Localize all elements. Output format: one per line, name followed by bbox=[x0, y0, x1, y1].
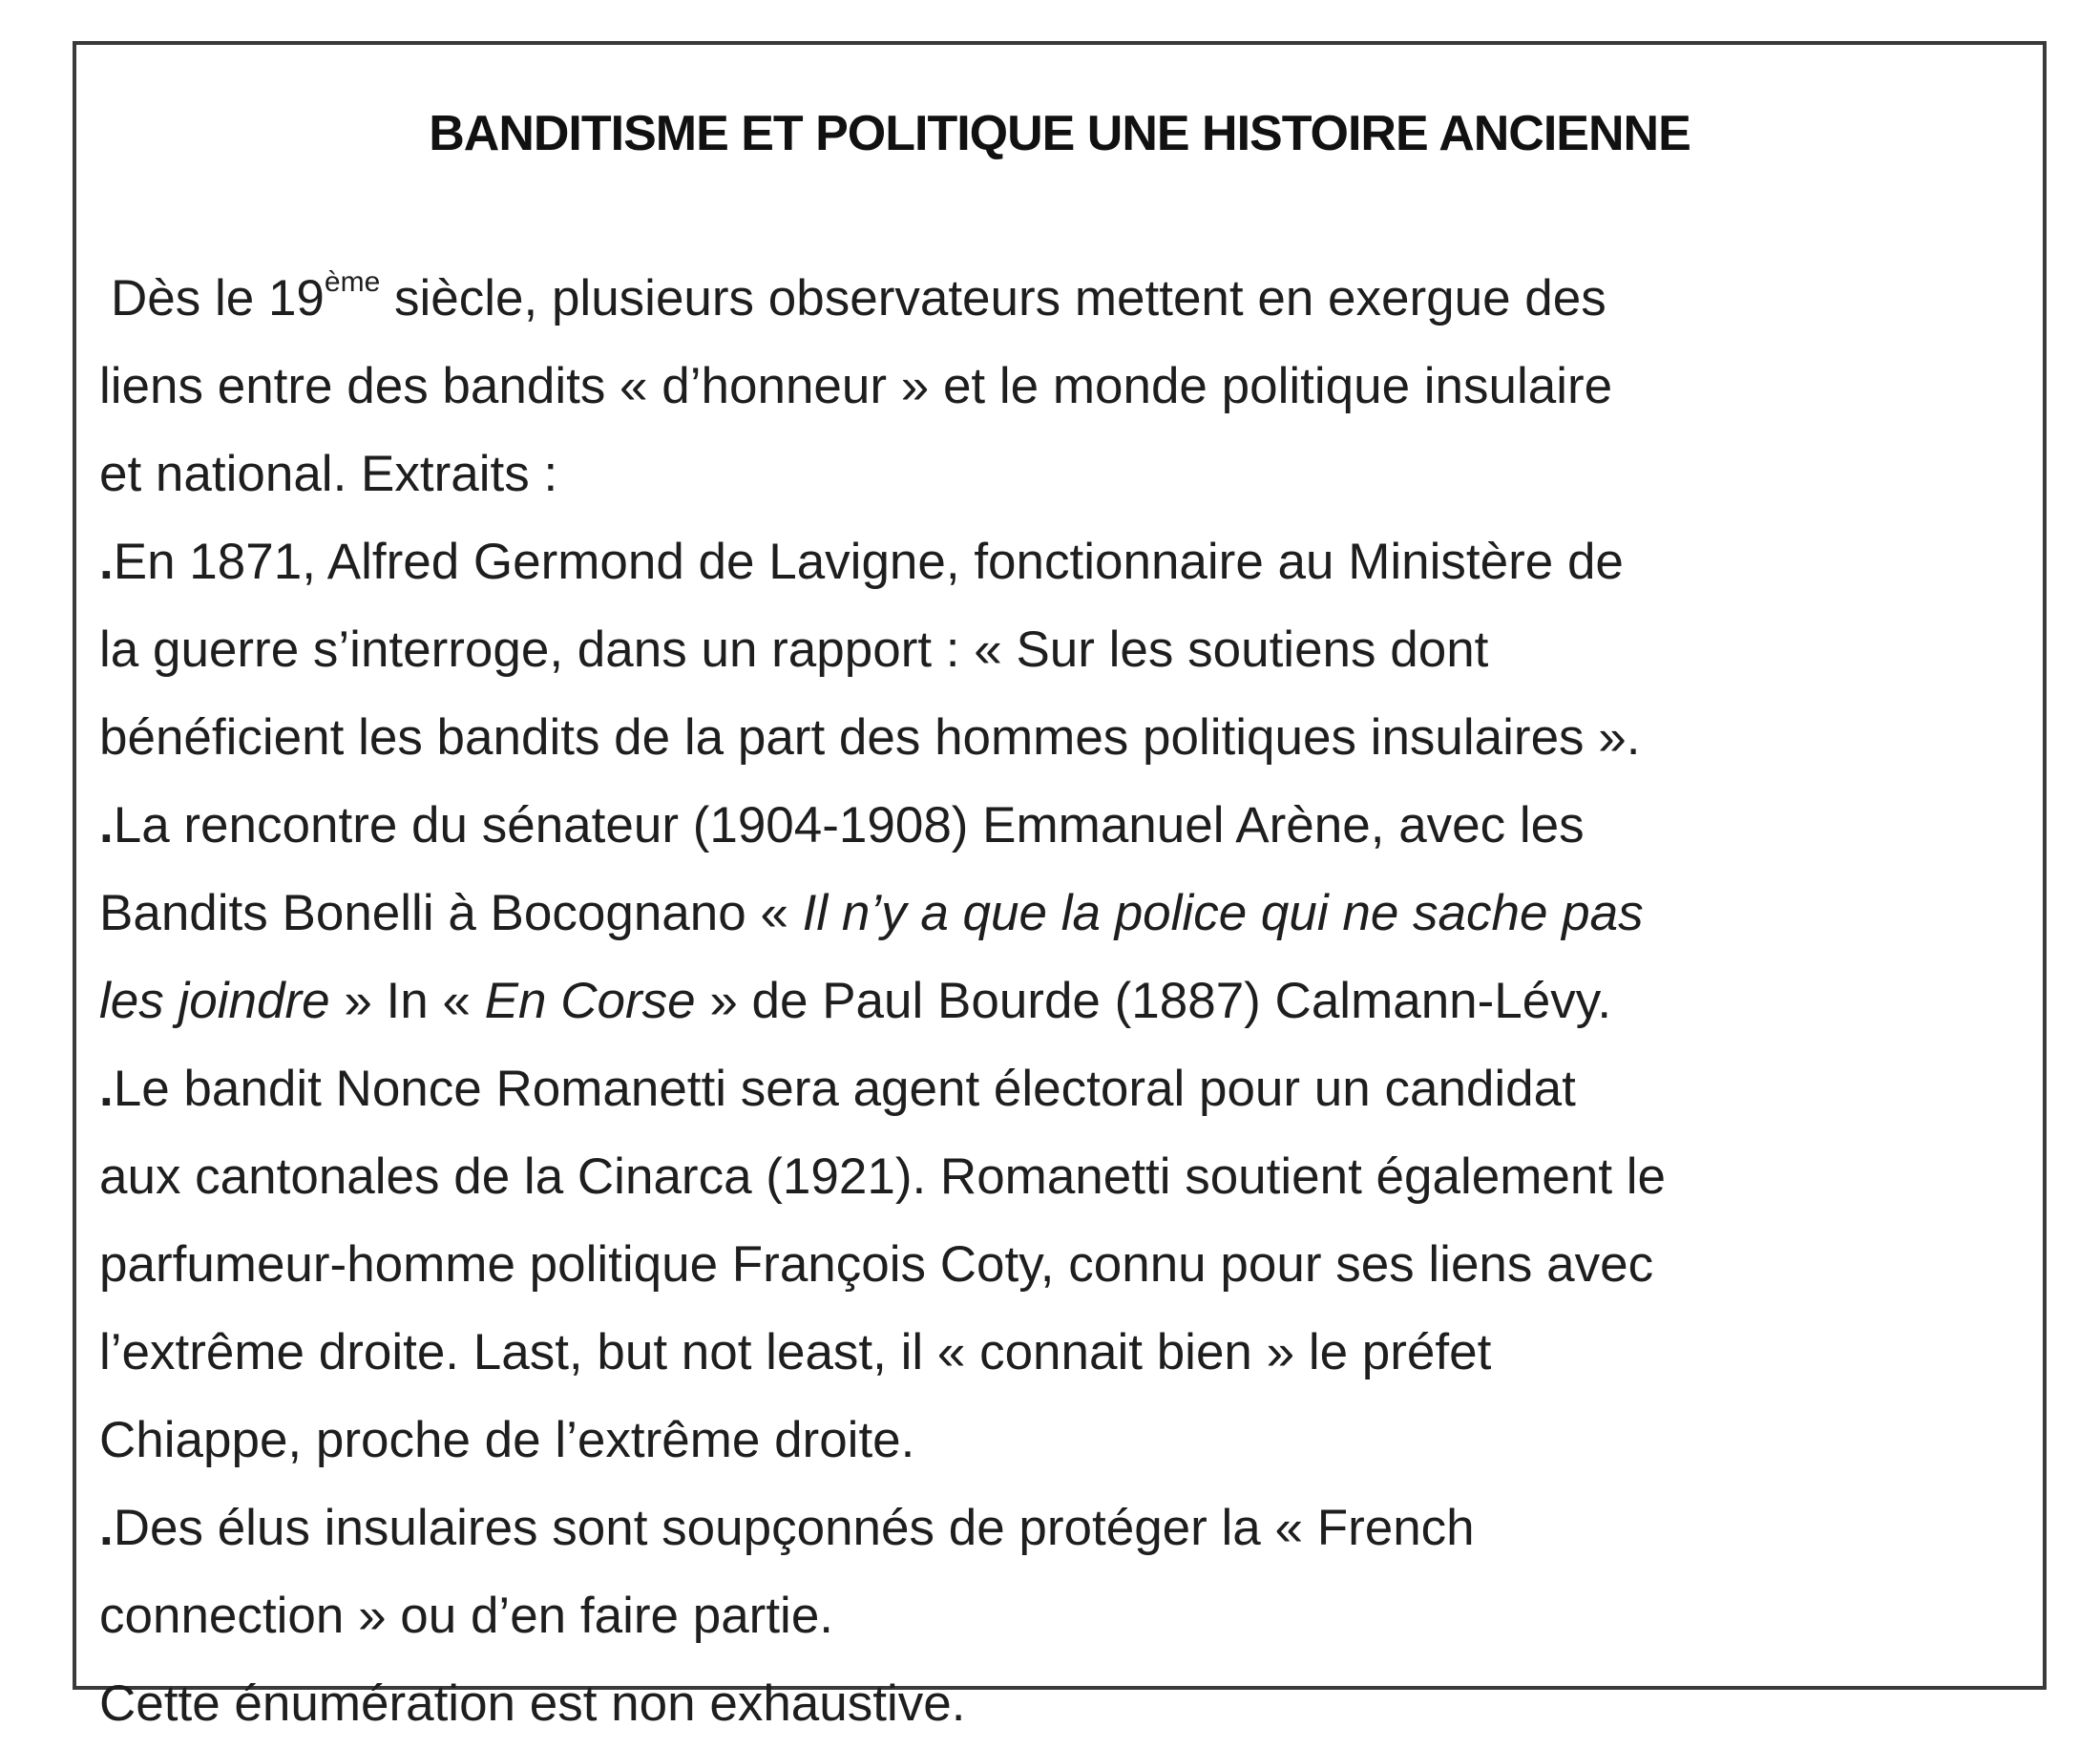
item-4-text-1: Des élus insulaires sont soupçonnés de protéger la « French bbox=[113, 1500, 1475, 1556]
item-3-line-4: l’extrême droite. Last, but not least, il « connait bien » le préfet bbox=[99, 1324, 1492, 1380]
intro-text-1b: siècle, plusieurs observateurs mettent en exergue des bbox=[380, 270, 1606, 326]
intro-line-1 bbox=[99, 255, 2027, 343]
item-3-bullet: . bbox=[99, 1061, 114, 1117]
document-body bbox=[99, 255, 2027, 1748]
item-1-line-3: bénéficient les bandits de la part des hommes politiques insulaires ». bbox=[99, 709, 1641, 766]
intro-line-2: liens entre des bandits « d’honneur » et le monde politique insulaire bbox=[99, 358, 1613, 414]
item-3-line-3: parfumeur-homme politique François Coty, connu pour ses liens avec bbox=[99, 1236, 1654, 1293]
item-2-text-2a: Bandits Bonelli à Bocognano « bbox=[99, 885, 803, 941]
item-2-line-3 bbox=[99, 958, 2027, 1045]
item-1-bullet: . bbox=[99, 534, 114, 590]
item-1-line-1 bbox=[99, 518, 2027, 606]
intro-text-1a: Dès le 19 bbox=[111, 270, 325, 326]
closing-line: Cette énumération est non exhaustive. bbox=[99, 1675, 966, 1732]
intro-line-3: et national. Extraits : bbox=[99, 446, 558, 502]
superscript-eme: ème bbox=[324, 266, 381, 299]
item-2-book-title: En Corse bbox=[484, 973, 696, 1029]
item-4-bullet: . bbox=[99, 1500, 114, 1556]
item-4-line-2: connection » ou d’en faire partie. bbox=[99, 1588, 834, 1644]
item-2-text-3a: » In « bbox=[329, 973, 485, 1029]
item-3-line-5: Chiappe, proche de l’extrême droite. bbox=[99, 1412, 915, 1468]
item-2-quote-part-2: les joindre bbox=[99, 973, 330, 1029]
item-2-quote-part-1: Il n’y a que la police qui ne sache pas bbox=[802, 885, 1644, 941]
item-4-line-1 bbox=[99, 1485, 2027, 1572]
item-3-line-2: aux cantonales de la Cinarca (1921). Romanetti soutient également le bbox=[99, 1148, 1667, 1205]
item-1-line-2: la guerre s’interroge, dans un rapport : « Sur les soutiens dont bbox=[99, 621, 1489, 678]
item-2-line-1 bbox=[99, 782, 2027, 870]
item-2-text-3b: » de Paul Bourde (1887) Calmann-Lévy. bbox=[695, 973, 1612, 1029]
document-frame bbox=[73, 41, 2047, 1732]
item-2-line-2 bbox=[99, 870, 2027, 958]
document-title: BANDITISME ET POLITIQUE UNE HISTOIRE ANCIENNE bbox=[429, 106, 1690, 161]
item-2-text-1: La rencontre du sénateur (1904-1908) Emmanuel Arène, avec les bbox=[113, 797, 1585, 853]
item-1-text-1: En 1871, Alfred Germond de Lavigne, fonctionnaire au Ministère de bbox=[113, 534, 1624, 590]
item-3-text-1: Le bandit Nonce Romanetti sera agent électoral pour un candidat bbox=[113, 1061, 1576, 1117]
item-3-line-1 bbox=[99, 1045, 2027, 1133]
item-2-bullet: . bbox=[99, 797, 114, 853]
